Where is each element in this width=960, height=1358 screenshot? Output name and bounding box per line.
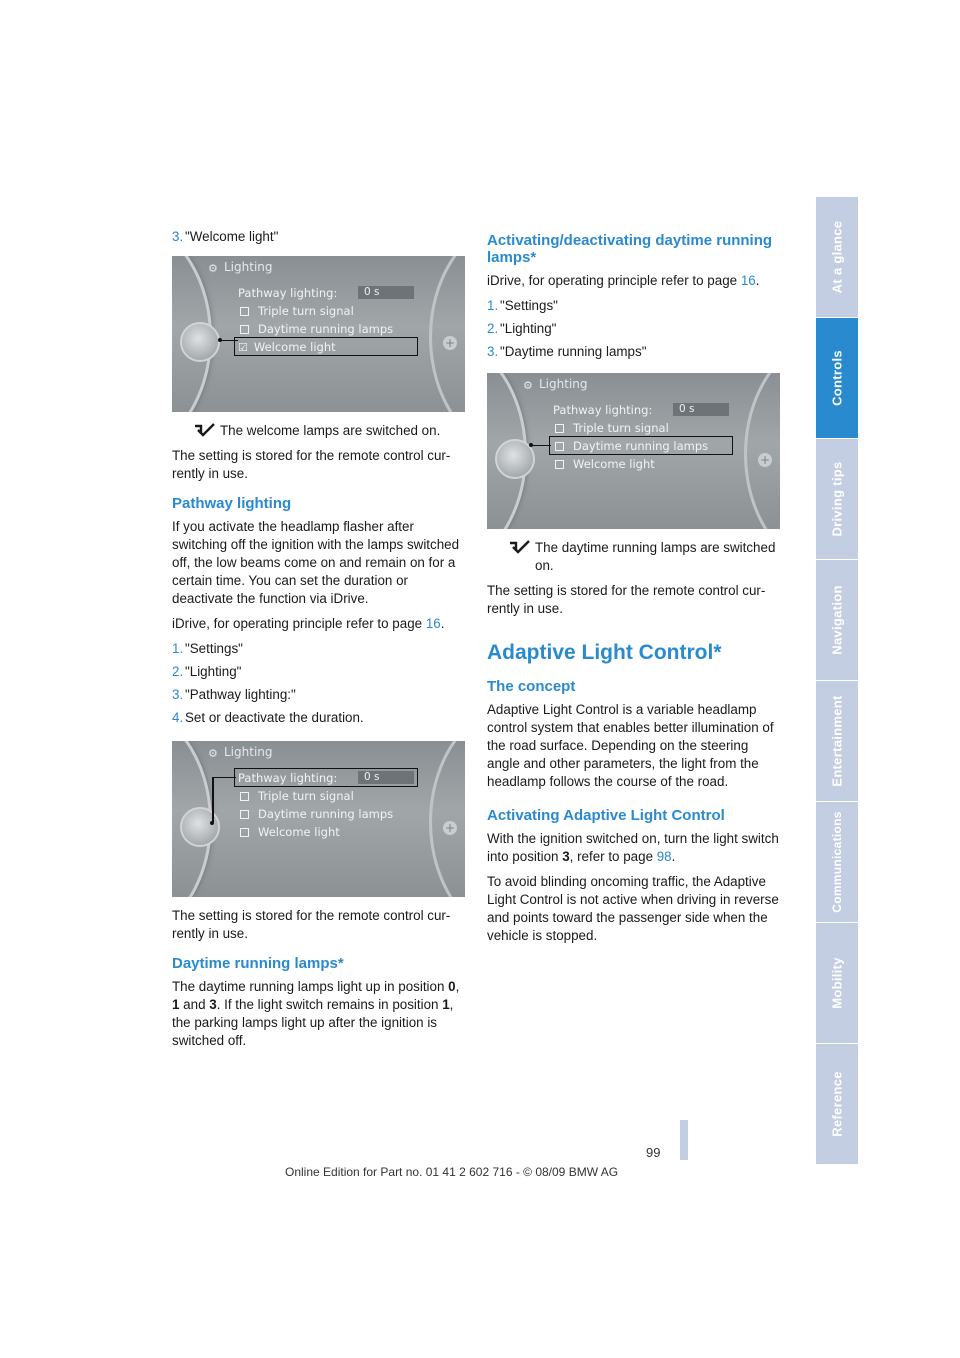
page-number: 99 [646,1145,661,1160]
tab-reference[interactable]: Reference [816,1044,858,1164]
plus-icon: + [444,336,456,350]
checked-box-icon: ☑ [238,341,248,354]
section-heading: Daytime running lamps* [172,955,344,972]
body-text: The daytime running lamps light up in position 0, 1 and 3. If the light switch remains in position 1, the parking lamps light up after the ignition is switched off. [172,979,460,1048]
note-text: The daytime running lamps are switched on. [535,540,776,573]
page-link[interactable]: 16 [740,273,756,288]
menu-pathway-label: Pathway lighting: [238,771,338,785]
body-text: With the ignition switched on, turn the light switch into position 3, refer to page 98. [487,831,779,864]
tab-driving-tips[interactable]: Driving tips [816,439,858,559]
menu-pathway-label: Pathway lighting: [553,403,653,417]
screen-title: Lighting [224,260,273,274]
checkbox-icon [555,460,564,469]
page-link[interactable]: 98 [656,849,672,864]
checkbox-icon [240,307,249,316]
checkmark-icon [509,540,531,554]
list-item: 2. "Lighting" [487,321,557,336]
chapter-heading: Adaptive Light Control* [487,641,722,664]
section-heading: Pathway lighting [172,495,292,512]
body-text: iDrive, for operating principle refer to page 16. [487,273,760,288]
section-heading: Activating/deactivating daytime running lamps* [487,232,773,266]
menu-item-selected: Daytime running lamps [573,439,709,453]
menu-pathway-value: 0 s [673,403,729,416]
status-note [487,539,781,582]
left-column [172,228,466,1057]
tab-communications[interactable]: Communications [816,802,858,922]
plus-icon: + [444,821,456,835]
list-item [172,228,466,246]
menu-item: Triple turn signal [258,789,354,803]
body-text: The setting is stored for the remote control cur-rently in use. [487,583,766,616]
menu-item: Daytime running lamps [258,807,394,821]
body-text: The setting is stored for the remote control cur-rently in use. [172,448,451,481]
step-text: "Welcome light" [185,229,279,244]
body-text: iDrive, for operating principle refer to page 16. [172,616,445,631]
idrive-screenshot-pathway [172,741,465,897]
checkmark-icon [194,423,216,437]
page-link[interactable]: 16 [425,616,441,631]
list-item: 3. "Daytime running lamps" [487,344,647,359]
menu-pathway-value: 0 s [358,771,414,784]
tab-navigation[interactable]: Navigation [816,560,858,680]
gear-icon: ⚙ [208,263,218,275]
list-item: 1. "Settings" [172,641,243,656]
menu-pathway-label: Pathway lighting: [238,286,338,300]
status-note [172,422,466,447]
body-text: If you activate the headlamp flasher after switching off the ignition with the lamps switched off, the low beams come on and remain on for a certain time. You can set the duration or deactivate the function via iDrive. [172,519,460,606]
selection-frame [234,768,418,787]
footer-text: Online Edition for Part no. 01 41 2 602 716 - © 08/09 BMW AG [285,1165,619,1179]
step-number: 3. [172,229,184,244]
section-heading: The concept [487,678,576,695]
list-item: 3. "Pathway lighting:" [172,687,296,702]
controller-knob-icon [180,807,220,847]
menu-item: Triple turn signal [258,304,354,318]
screen-title: Lighting [224,745,273,759]
list-item: 4. Set or deactivate the duration. [172,710,364,725]
menu-item-selected: Welcome light [253,340,336,354]
right-column [487,228,781,952]
gear-icon: ⚙ [523,380,533,392]
chapter-sidebar [816,197,858,1165]
checkbox-icon [240,810,249,819]
checkbox-icon [240,828,249,837]
idrive-screenshot-daytime [487,373,780,529]
page-marker [680,1120,688,1160]
checkbox-icon [240,325,249,334]
plus-icon: + [759,453,771,467]
tab-at-a-glance[interactable]: At a glance [816,197,858,317]
tab-entertainment[interactable]: Entertainment [816,681,858,801]
tab-controls[interactable]: Controls [816,318,858,438]
menu-item: Welcome light [573,457,655,471]
section-heading: Activating Adaptive Light Control [487,807,725,824]
tab-mobility[interactable]: Mobility [816,923,858,1043]
body-text: The setting is stored for the remote control cur-rently in use. [172,908,451,941]
checkbox-icon [555,424,564,433]
gear-icon: ⚙ [208,748,218,760]
menu-item: Triple turn signal [573,421,669,435]
note-text: The welcome lamps are switched on. [220,423,441,438]
selection-frame [234,337,418,356]
menu-pathway-value: 0 s [358,286,414,299]
checkbox-icon [240,792,249,801]
menu-item: Daytime running lamps [258,322,394,336]
menu-item: Welcome light [258,825,340,839]
body-text: To avoid blinding oncoming traffic, the Adaptive Light Control is not active when driving in reverse and points toward the passenger side when the vehicle is stopped. [487,874,779,943]
list-item: 2. "Lighting" [172,664,242,679]
idrive-screenshot-welcome [172,256,465,412]
body-text: Adaptive Light Control is a variable headlamp control system that enables better illumination of the road surface. Depending on the steering angle and other parameters, the light from the headlamp follows the course of the road. [487,702,774,789]
list-item: 1. "Settings" [487,298,558,313]
controller-knob-icon [180,322,220,362]
screen-title: Lighting [539,377,588,391]
selection-frame [549,436,733,455]
